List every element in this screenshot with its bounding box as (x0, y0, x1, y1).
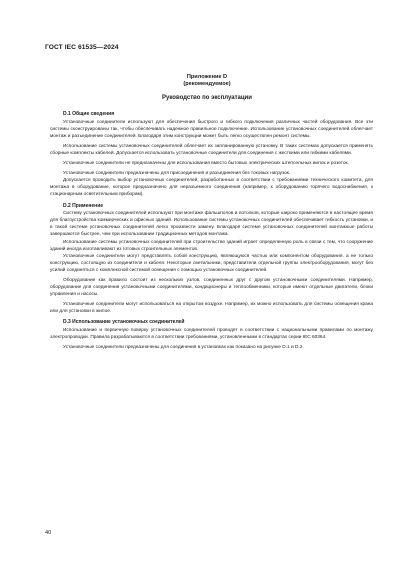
paragraph: Использование и первичную поверку установочных соединителей проводят в соответствии с национальными правилами по монтажу электропроводки. Правила разрабатываются в соответствии требованиями, установленными в стандартах серии IEC 60364. (50, 328, 373, 341)
paragraph: Установочные соединители предназначены для соединения в установках как показано на рисунке D.1 и D.2. (63, 345, 304, 351)
paragraph: Установочные соединители могут представлять собой конструкцию, являющуюся частью или компонентом оборудования, а не только конструкцию, состоящую из соединителя и кабеля. Некоторые светильники, представители отдельной группы электрооборудования, могут без усилий соединяться с комплексной системой освещения с помощью установочных соединителей. (50, 253, 373, 273)
appendix-title: Приложение D (186, 74, 228, 80)
paragraph: Установочные соединители не предназначены для использования вместо бытовых электрических штепсельных вилок и розеток. (63, 161, 349, 167)
section-heading: D.1 Общие сведения (63, 111, 115, 117)
standard-header: ГОСТ IEC 61535—2024 (45, 44, 119, 51)
paragraph: Систему установочных соединителей используют при монтаже фальшполов и потолков, которые широко применяются в настоящее время для благоустройства коммерческих и офисных зданий. Использование системы установочных соединителей обеспечивает гибкость установки, и в такой системе установочных соединителей легко произвести замену. Благодаря системе установочных соединителей монтажные работы завершаются быстрее, чем при использовании традиционных методов монтажа. (50, 211, 373, 238)
appendix-note: (рекомендуемое) (183, 81, 231, 87)
paragraph: Установочные соединители используют для обеспечения быстрого и гибкого подключения различных частей оборудования. Все эти системы сконструированы так, чтобы обеспечивать надежное правильное подключение. Использование установочных соединителей облегчает монтаж и разъединение соединителей. Благодаря этим конструкции может быть легко осуществлен ремонт системы. (50, 119, 373, 139)
page-number: 40 (45, 530, 52, 536)
paragraph: Оборудование как правило состоит из нескольких узлов, соединенных друг с другом установочными соединителями. Например, оборудование для соединения установочными соединителями, кондиционеры и теплообменники, которые имеют отдельные двигатели, блоки управления и насосы. (50, 277, 373, 298)
section-heading: D.3 Использование установочных соединителей (63, 319, 185, 326)
section-heading: D.2 Применение (63, 202, 104, 209)
paragraph: Использование системы установочных соединителей облегчает их запланированную установку. В таких системах допускается применять сборные комплекты кабелей. Допускается использовать установочные соединители для соединения с жесткими или гибкими кабелями. (50, 143, 373, 156)
paragraph: Установочные соединители предназначены для присоединения и разъединения без токовых нагрузок. (63, 171, 291, 177)
paragraph: Использование системы установочных соединителей при строительстве зданий играет определенную роль в связи с тем, что сооружение зданий иногда изготавливают из готовых строительных элементов. (50, 239, 373, 252)
paragraph: Установочные соединители могут использоваться на открытом воздухе. Например, их можно использовать для системы освещения крана или для установки в жилое. (50, 302, 373, 315)
paragraph: Допускается проводить выбор установочных соединителей, разработанных в соответствии с требованиями технического комитета, для монтажа в оборудование, которое предназначено для неразъемного соединения (например, к оборудованию горячего водоснабжения, к стационарным осветительным приборам). (50, 178, 373, 198)
document-body (50, 111, 373, 351)
appendix-heading: Руководство по эксплуатации (162, 95, 252, 101)
